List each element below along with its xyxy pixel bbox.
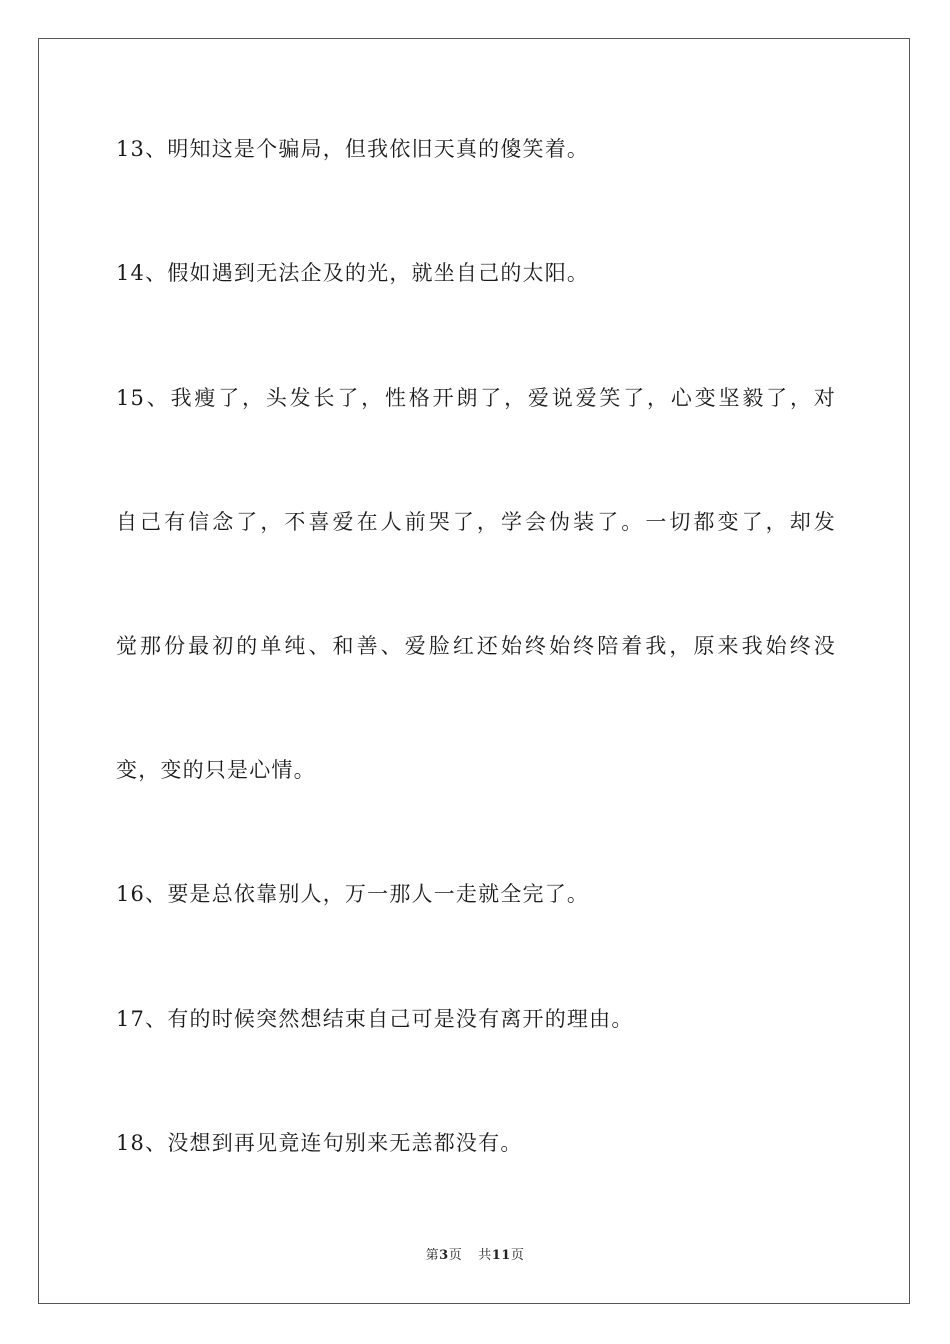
- footer-page-number: 3: [439, 1248, 449, 1263]
- footer-total-suffix: 页: [510, 1248, 525, 1263]
- text-line-14: 14、假如遇到无法企及的光，就坐自己的太阳。: [116, 261, 590, 285]
- text-line-15-part-2: 自己有信念了，不喜爱在人前哭了，学会伪装了。一切都变了，却发: [116, 510, 836, 534]
- text-line-13: 13、明知这是个骗局，但我依旧天真的傻笑着。: [116, 137, 590, 161]
- text-line-15-part-1: 15、我瘦了，头发长了，性格开朗了，爱说爱笑了，心变坚毅了，对: [116, 386, 836, 410]
- text-line-15-part-3: 觉那份最初的单纯、和善、爱脸红还始终始终陪着我，原来我始终没: [116, 634, 836, 658]
- page-footer: [0, 1247, 950, 1265]
- footer-page-suffix: 页: [448, 1248, 463, 1263]
- text-line-15-part-4: 变，变的只是心情。: [116, 758, 316, 782]
- footer-total-prefix: 共: [478, 1248, 492, 1263]
- text-line-18: 18、没想到再见竟连句别来无恙都没有。: [116, 1131, 523, 1155]
- text-line-16: 16、要是总依靠别人，万一那人一走就全完了。: [116, 882, 590, 906]
- page-border: [38, 38, 910, 1304]
- footer-total-pages: 11: [491, 1248, 511, 1263]
- footer-page-prefix: 第: [425, 1248, 440, 1263]
- text-line-17: 17、有的时候突然想结束自己可是没有离开的理由。: [116, 1007, 634, 1031]
